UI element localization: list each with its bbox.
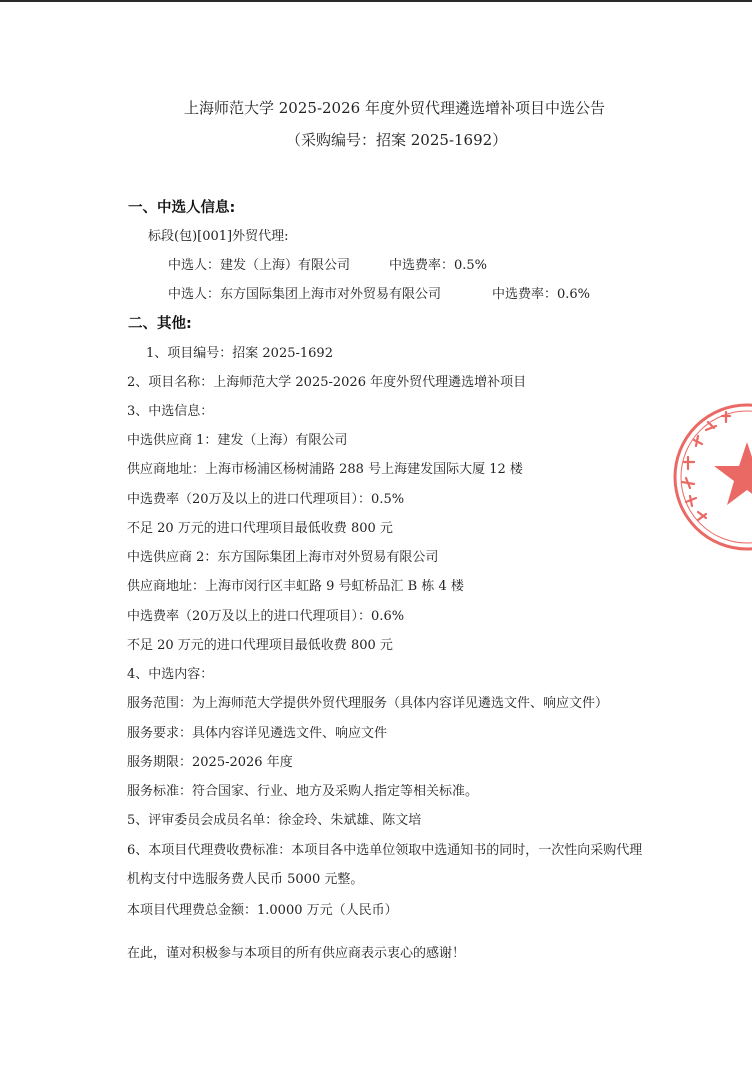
lot-label: 标段(包)[001]外贸代理: — [148, 229, 289, 244]
info-line-fee-total: 本项目代理费总金额：1.0000 万元（人民币） — [127, 903, 398, 918]
info-line-supplier-2: 中选供应商 2：东方国际集团上海市对外贸易有限公司 — [127, 550, 439, 565]
info-line-service-period: 服务期限：2025-2026 年度 — [127, 755, 293, 770]
info-line-committee: 5、评审委员会成员名单：徐金玲、朱斌雄、陈文培 — [127, 813, 422, 828]
info-line-supplier-1-address: 供应商地址：上海市杨浦区杨树浦路 288 号上海建发国际大厦 12 楼 — [127, 462, 523, 477]
info-line-supplier-1-min-fee: 不足 20 万元的进口代理项目最低收费 800 元 — [127, 521, 393, 536]
section2-heading: 二、其他: — [128, 316, 192, 332]
winner-1-name: 中选人：建发（上海）有限公司 — [168, 258, 351, 273]
winner-1-rate: 中选费率：0.5% — [389, 258, 488, 273]
document-title: 上海师范大学 2025-2026 年度外贸代理遴选增补项目中选公告 — [184, 99, 605, 117]
section1-heading: 一、中选人信息: — [128, 200, 236, 216]
info-line-service-requirements: 服务要求：具体内容详见遴选文件、响应文件 — [127, 726, 388, 741]
info-line-project-number: 1、项目编号：招案 2025-1692 — [146, 346, 333, 361]
info-line-winning-info: 3、中选信息： — [127, 404, 214, 419]
info-line-service-standard: 服务标准：符合国家、行业、地方及采购人指定等相关标准。 — [127, 784, 479, 799]
info-line-project-name: 2、项目名称：上海师范大学 2025-2026 年度外贸代理遴选增补项目 — [127, 375, 527, 390]
info-line-fee-standard-cont: 机构支付中选服务费人民币 5000 元整。 — [127, 872, 364, 887]
winner-2-rate: 中选费率：0.6% — [492, 287, 591, 302]
info-line-supplier-2-rate: 中选费率（20万及以上的进口代理项目）：0.6% — [127, 609, 405, 624]
info-line-supplier-2-min-fee: 不足 20 万元的进口代理项目最低收费 800 元 — [127, 638, 393, 653]
official-seal — [672, 402, 752, 552]
info-line-content-heading: 4、中选内容： — [127, 667, 214, 682]
winner-2-name: 中选人：东方国际集团上海市对外贸易有限公司 — [168, 287, 442, 302]
info-line-supplier-2-address: 供应商地址：上海市闵行区丰虹路 9 号虹桥品汇 B 栋 4 楼 — [127, 579, 464, 594]
closing-thanks: 在此，谨对积极参与本项目的所有供应商表示衷心的感谢！ — [127, 946, 466, 961]
info-line-supplier-1-rate: 中选费率（20万及以上的进口代理项目）：0.5% — [127, 492, 405, 507]
page-top-border — [0, 0, 752, 2]
info-line-service-scope: 服务范围：为上海师范大学提供外贸代理服务（具体内容详见遴选文件、响应文件） — [127, 696, 609, 711]
info-line-fee-standard: 6、本项目代理费收费标准：本项目各中选单位领取中选通知书的同时，一次性向采购代理 — [127, 843, 643, 858]
info-line-supplier-1: 中选供应商 1：建发（上海）有限公司 — [127, 433, 348, 448]
procurement-number: （采购编号：招案 2025-1692） — [286, 131, 508, 149]
